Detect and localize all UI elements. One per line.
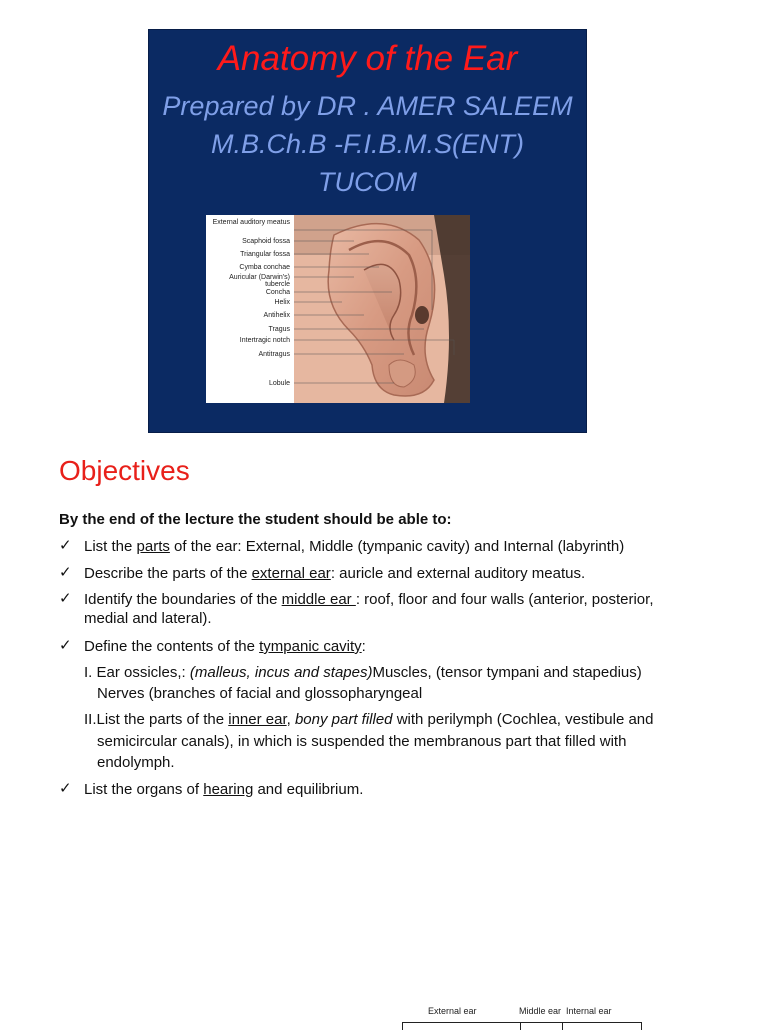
ear-label: Intertragic notch [239, 337, 290, 344]
figure-divider [402, 1022, 403, 1030]
objective-subitem-continued: Nerves (branches of facial and glossopharyngeal [97, 685, 423, 702]
ear-label-column [206, 215, 294, 403]
objective-item: List the organs of hearing and equilibrium. [84, 781, 364, 798]
slide-institution: TUCOM [318, 167, 417, 197]
objective-item-continued: medial and lateral). [84, 610, 212, 627]
objective-item: List the parts of the ear: External, Middle (tympanic cavity) and Internal (labyrinth) [84, 538, 625, 555]
ear-label: Auricular (Darwin's) tubercle [229, 274, 290, 288]
ear-divisions-figure-partial [402, 1006, 642, 1024]
objective-subitem-continued: endolymph. [97, 754, 175, 771]
ear-label: Concha [265, 289, 290, 296]
objective-subitem: I. Ear ossicles,: (malleus, incus and stapes)Muscles, (tensor tympani and stapedius) [84, 664, 642, 681]
title-slide-image [148, 29, 587, 433]
figure-divider [402, 1022, 642, 1023]
objectives-heading: Objectives [59, 455, 190, 486]
slide-title: Anatomy of the Ear [217, 39, 518, 78]
checkmark-icon: ✓ [59, 780, 72, 797]
figure-divider [562, 1022, 563, 1030]
objectives-intro: By the end of the lecture the student should be able to: [59, 511, 452, 528]
ear-label: External auditory meatus [212, 219, 290, 226]
figure-label-middle-ear: Middle ear [519, 1006, 562, 1016]
figure-label-external-ear: External ear [428, 1006, 477, 1016]
figure-divider [641, 1022, 642, 1030]
slide-degrees: M.B.Ch.B -F.I.B.M.S(ENT) [210, 129, 525, 159]
checkmark-icon: ✓ [59, 637, 72, 654]
objective-item: Identify the boundaries of the middle ear : roof, floor and four walls (anterior, posterior, [84, 591, 654, 608]
ear-label: Scaphoid fossa [242, 238, 290, 245]
ear-label: Cymba conchae [239, 264, 290, 271]
ear-photo [294, 215, 470, 403]
figure-label-internal-ear: Internal ear [566, 1006, 612, 1016]
figure-divider [520, 1022, 521, 1030]
ear-label: Antihelix [263, 312, 290, 319]
ear-label: Lobule [268, 380, 290, 387]
ear-label: Tragus [268, 326, 290, 333]
objective-subitem: II.List the parts of the inner ear, bony part filled with perilymph (Cochlea, vestibule and [84, 711, 654, 728]
ear-label: Triangular fossa [240, 251, 290, 258]
checkmark-icon: ✓ [59, 564, 72, 581]
ear-anatomy-figure [206, 215, 470, 403]
slide-author: Prepared by DR . AMER SALEEM [162, 91, 573, 121]
objective-item: Define the contents of the tympanic cavity: [84, 638, 366, 655]
ear-label: Antitragus [258, 351, 290, 358]
ear-label: Helix [274, 299, 290, 306]
objective-item: Describe the parts of the external ear: auricle and external auditory meatus. [84, 565, 586, 582]
objective-subitem-continued: semicircular canals), in which is suspended the membranous part that filled with [97, 733, 627, 750]
checkmark-icon: ✓ [59, 537, 72, 554]
checkmark-icon: ✓ [59, 590, 72, 607]
